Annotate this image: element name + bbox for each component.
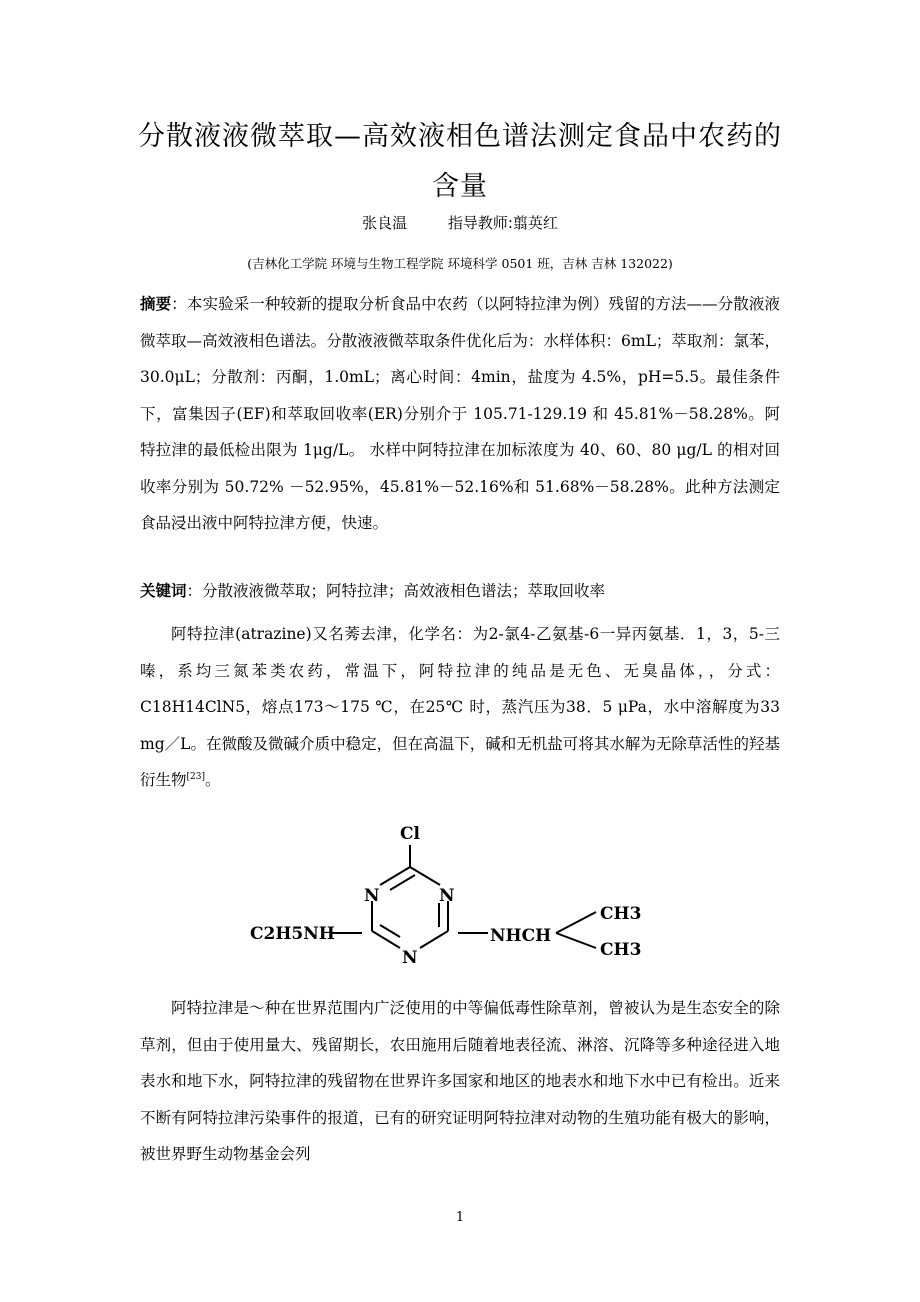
bond-ch3-top bbox=[556, 912, 596, 933]
atom-n-top-left: N bbox=[364, 886, 380, 906]
paragraph-intro-text: 阿特拉津(atrazine)又名莠去津，化学名：为2-氯4-乙氨基-6一异丙氨基．1，3，5-三嗪，系均三氮苯类农药，常温下，阿特拉津的纯品是无色、无臭晶体，，分式：C18H14ClN5，熔点173～175 ℃，在25℃ 时，蒸汽压为38．5 μPa，水中溶解度为33 mg／L。在微酸及微碱介质中稳定，但在高温下，碱和无机盐可将其水解为无除草活性的羟基衍生物 bbox=[140, 625, 780, 789]
author-name: 张良温 bbox=[362, 214, 408, 232]
page-number: 1 bbox=[455, 1210, 465, 1225]
paragraph-intro-end: 。 bbox=[205, 771, 221, 789]
atom-n-bottom: N bbox=[402, 948, 418, 968]
affiliation: (吉林化工学院 环境与生物工程学院 环境科学 0501 班，吉林 吉林 132022) bbox=[247, 256, 673, 271]
advisor-name: 指导教师:翦英红 bbox=[447, 214, 558, 232]
bond-ring-1 bbox=[380, 867, 410, 885]
atom-n-top-right: N bbox=[439, 886, 455, 906]
author-line bbox=[0, 212, 920, 233]
paragraph-intro bbox=[140, 616, 780, 799]
citation: [23] bbox=[186, 771, 205, 782]
group-ethylamino: C2H5NH bbox=[250, 924, 335, 944]
abstract-text: ：本实验采一种较新的提取分析食品中农药（以阿特拉津为例）残留的方法——分散液液微萃取—高效液相色谱法。分散液液微萃取条件优化后为：水样体积：6mL；萃取剂：氯苯，30.0μL；分散剂：丙酮，1.0mL；离心时间：4min，盐度为 4.5%，pH=5.5。最佳条件下，富集因子(EF)和萃取回收率(ER)分别介于 105.71-129.19 和 45.81%－58.28%。阿特拉津的最低检出限为 1μg/L。 水样中阿特拉津在加标浓度为 40、60、80 μg/L 的相对回收率分别为 50.72% －52.95%，45.81%－52.16%和 51.68%－58.28%。此种方法测定食品浸出液中阿特拉津方便，快速。 bbox=[140, 295, 780, 532]
group-ch3-bottom: CH3 bbox=[600, 940, 642, 960]
paper-title: 分散液液微萃取—高效液相色谱法测定食品中农药的含量 bbox=[138, 121, 782, 202]
atrazine-structure-diagram bbox=[240, 815, 660, 975]
keywords bbox=[140, 576, 780, 606]
group-ch3-top: CH3 bbox=[600, 904, 642, 924]
atom-cl: Cl bbox=[400, 824, 420, 844]
abstract bbox=[140, 286, 780, 542]
paragraph-usage: 阿特拉津是～种在世界范围内广泛使用的中等偏低毒性除草剂，曾被认为是生态安全的除草剂，但由于使用量大、残留期长，农田施用后随着地表径流、淋溶、沉降等多种途径进入地表水和地下水，阿特拉津的残留物在世界许多国家和地区的地表水和地下水中已有检出。近来不断有阿特拉津污染事件的报道，已有的研究证明阿特拉津对动物的生殖功能有极大的影响，被世界野生动物基金会列 bbox=[140, 999, 780, 1163]
keywords-text: ：分散液液微萃取；阿特拉津；高效液相色谱法；萃取回收率 bbox=[186, 582, 606, 600]
group-nhch: NHCH bbox=[490, 926, 552, 946]
bond-ring-6 bbox=[420, 931, 448, 948]
abstract-label: 摘要 bbox=[140, 295, 172, 313]
keywords-label: 关键词 bbox=[140, 582, 187, 600]
bond-ch3-bottom bbox=[556, 933, 596, 948]
bond-ring-5-double bbox=[380, 925, 400, 937]
